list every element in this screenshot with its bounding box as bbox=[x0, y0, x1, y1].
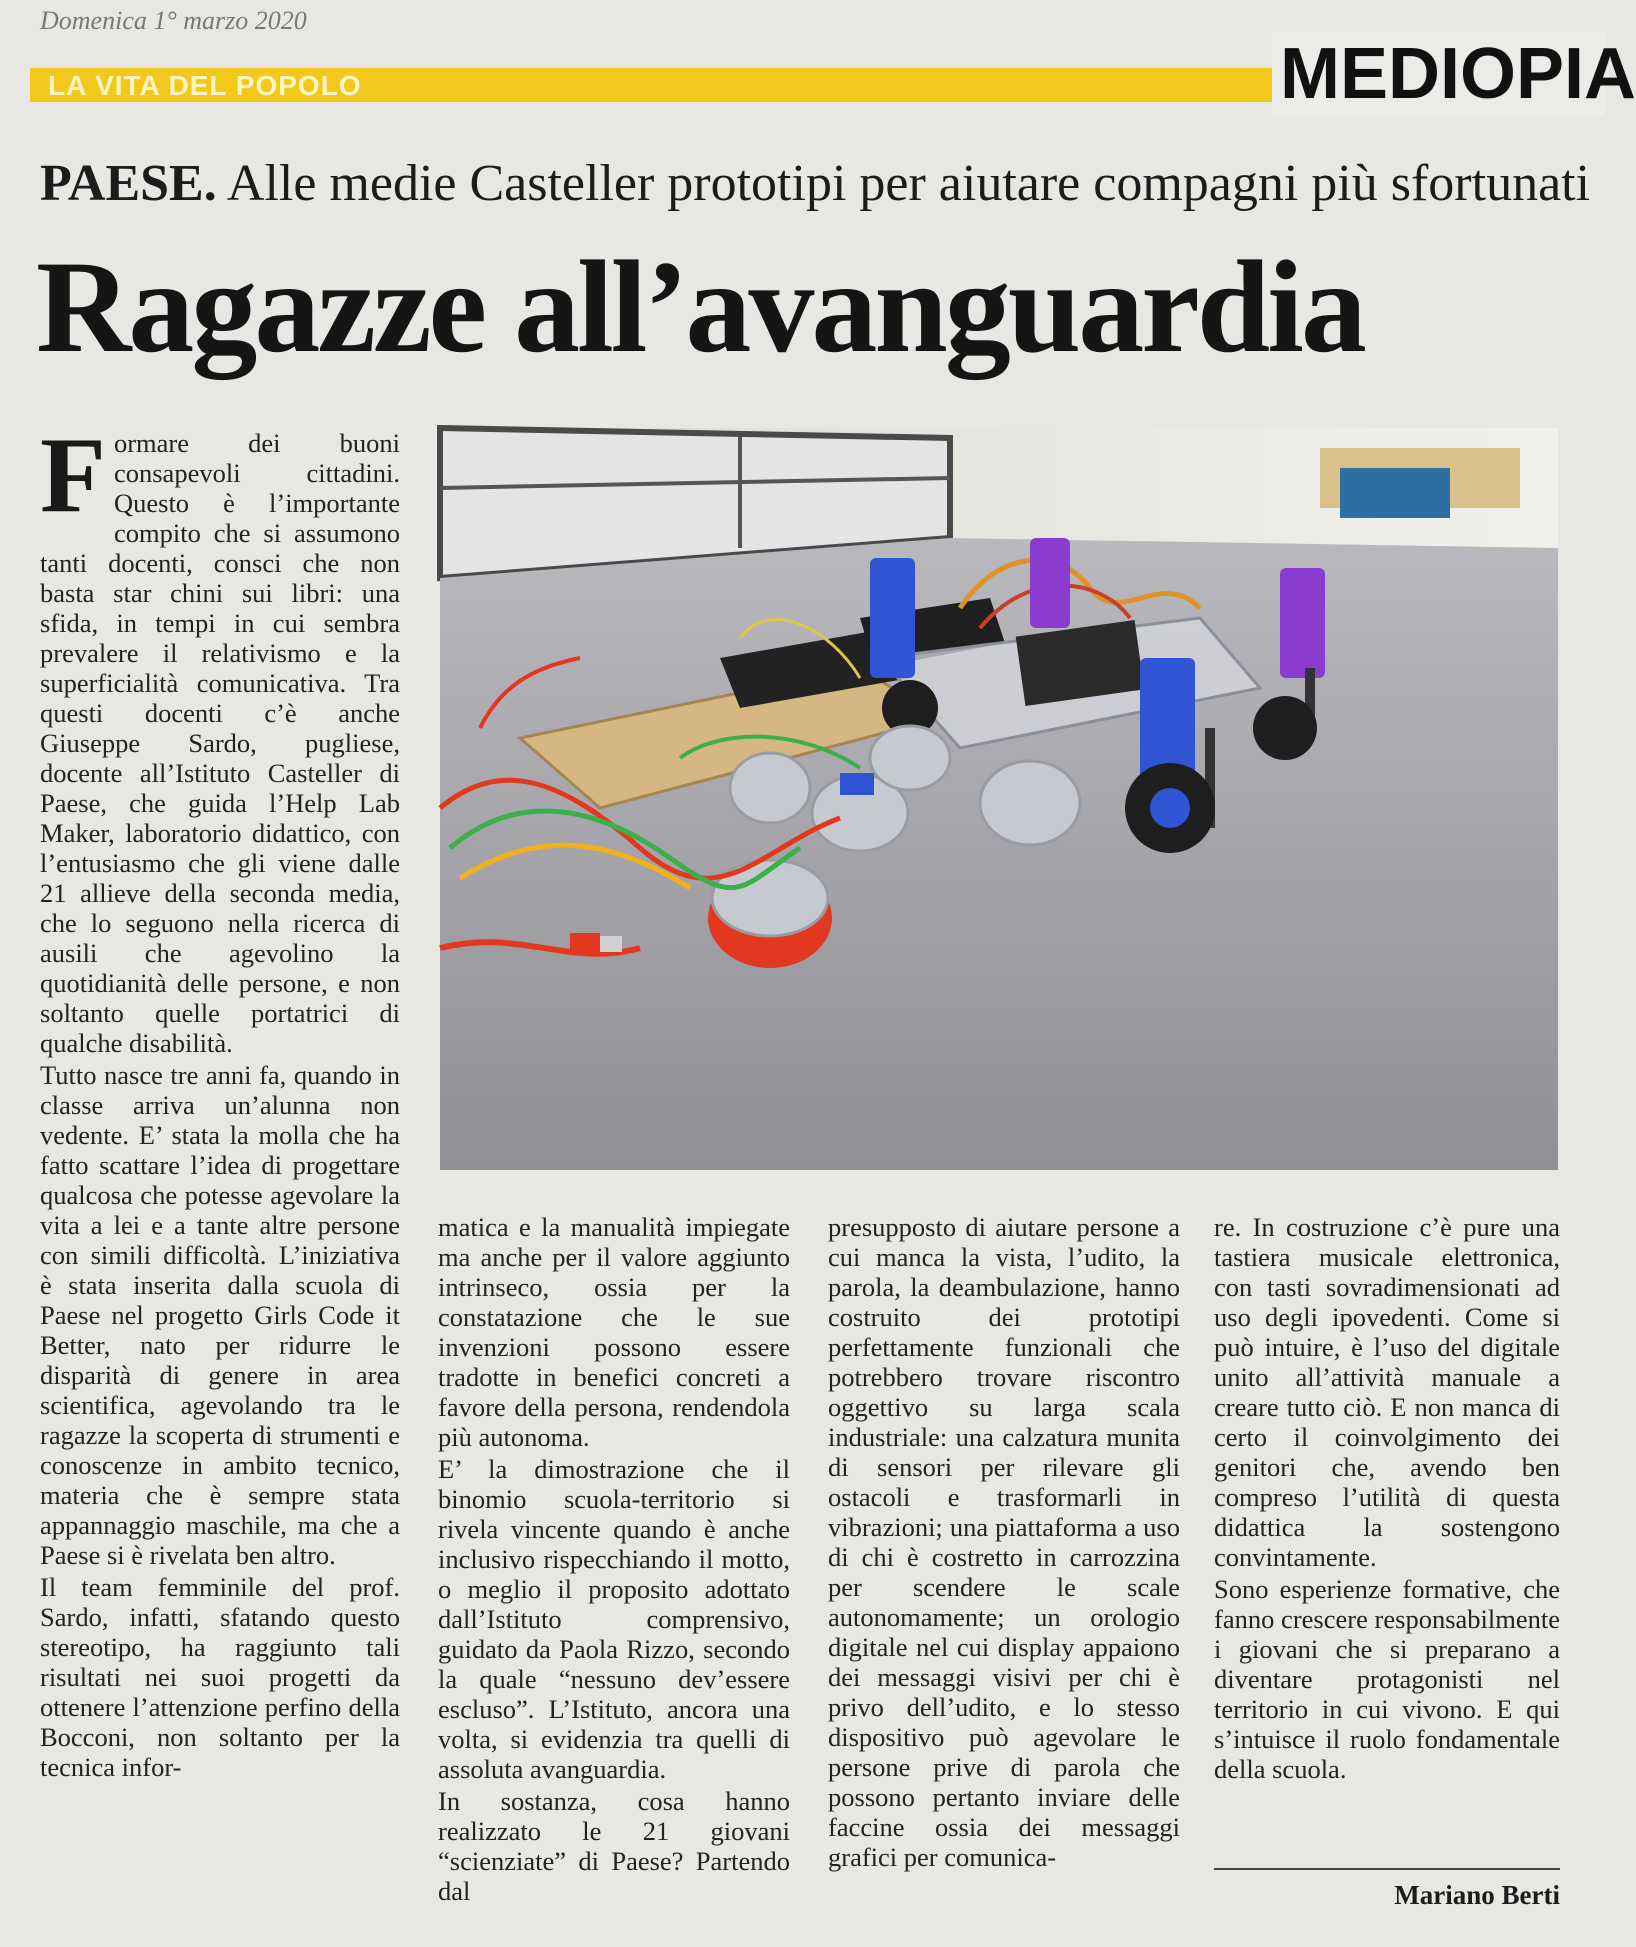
paragraph: In sostanza, cosa hanno realizzato le 21 giovani “scienziate” di Paese? Partendo dal bbox=[438, 1786, 790, 1906]
blue-clip bbox=[840, 773, 874, 795]
author-byline: Mariano Berti bbox=[1394, 1880, 1560, 1910]
purple-support bbox=[1280, 568, 1325, 678]
newspaper-name: LA VITA DEL POPOLO bbox=[48, 70, 362, 101]
paragraph: E’ la dimostrazione che il binomio scuola-territorio si rivela vincente quando è anche inclusivo rispecchiando il motto, o meglio il proposito adottato dall’Istituto comprensivo, guidato da Paola Rizzo, secondo la quale “nessuno dev’essere escluso”. L’Istituto, ancora una volta, si evidenzia tra quelli di assoluta avanguardia. bbox=[438, 1454, 790, 1784]
article-kicker bbox=[40, 152, 1591, 216]
paragraph: Tutto nasce tre anni fa, quando in classe arriva un’alunna non vedente. E’ stata la molla che ha fatto scattare l’idea di progettare qualcosa che potesse agevolare la vita a lei e a tante altre persone con simili difficoltà. L’iniziativa è stata inserita dalla scuola di Paese nel progetto Girls Code it Better, nato per ridurre le disparità di genere in area scientifica, agevolando tra le ragazze la scoperta di strumenti e conoscenze in ambito tecnico, materia che è sempre stata appannaggio maschile, ma che a Paese si è rivelata ben altro. bbox=[40, 1060, 400, 1570]
paragraph bbox=[40, 416, 400, 1058]
blue-support bbox=[870, 558, 915, 678]
robot-wheel bbox=[1150, 788, 1190, 828]
foil-sensor bbox=[980, 761, 1080, 845]
paragraph: presupposto di aiutare persone a cui manca la vista, l’udito, la parola, la deambulazione, hanno costruito dei prototipi perfettamente funzionali che potrebbero trovare riscontro oggettivo su larga scala industriale: una calzatura munita di sensori per rilevare gli ostacoli e trasformarli in vibrazioni; una piattaforma a uso di chi è costretto in carrozzina per scendere le scale autonomamente; un orologio digitale nel cui display appaiono dei messaggi visivi per chi è privo dell’udito, e lo stesso dispositivo può agevolare le persone prive di parola che possono pertanto inviare delle faccine ossia dei messaggi grafici per comunica- bbox=[828, 1212, 1180, 1872]
paragraph: re. In costruzione c’è pure una tastiera musicale elettronica, con tasti sovradimensionati ad uso degli ipovedenti. Come si può intuire, è l’uso del digitale unito all’attività manuale a creare tutto ciò. E non manca di certo il coinvolgimento dei genitori che, avendo ben compreso l’utilità di questa didattica la sostengono convintamente. bbox=[1214, 1212, 1560, 1572]
paragraph-text: ormare dei buoni consapevoli cittadini. Questo è l’importante compito che si assumono tanti docenti, consci che non basta star chini sui libri: una sfida, in tempi in cui sembra prevalere il relativismo e la superficialità comunicativa. Tra questi docenti c’è anche Giuseppe Sardo, pugliese, docente all’Istituto Casteller di Paese, che guida l’Help Lab Maker, laboratorio didattico, con l’entusiasmo che gli viene dalle 21 allieve della seconda media, che lo seguono nella ricerca di ausili che agevolino la quotidianità delle persone, e non soltanto quelle portatrici di qualche disabilità. bbox=[40, 428, 400, 1058]
robot-wheel bbox=[1253, 696, 1317, 760]
article-headline: Ragazze all’avanguardia bbox=[36, 233, 1364, 380]
section-title: MEDIOPIA bbox=[1272, 32, 1605, 116]
article-column-4 bbox=[1214, 1212, 1560, 1784]
article-column-2 bbox=[438, 1212, 790, 1906]
foil-sensor bbox=[870, 726, 950, 790]
byline-rule bbox=[1214, 1868, 1560, 1870]
article-photo bbox=[440, 428, 1558, 1170]
kicker-text: Alle medie Casteller prototipi per aiutare compagni più sfortunati bbox=[226, 155, 1591, 212]
paragraph: Sono esperienze formative, che fanno crescere responsabilmente i giovani che si preparano a diventare protagonisti nel territorio in cui vivono. E qui s’intuisce il ruolo fondamentale della scuola. bbox=[1214, 1574, 1560, 1784]
robot-prototype-photo bbox=[440, 428, 1558, 1170]
issue-date: Domenica 1° marzo 2020 bbox=[40, 6, 307, 35]
paragraph: Il team femminile del prof. Sardo, infatti, sfatando questo stereotipo, ha raggiunto tali risultati nei suoi progetti da ottenere l’attenzione perfino della Bocconi, non soltanto per la tecnica infor- bbox=[40, 1572, 400, 1782]
purple-support bbox=[1030, 538, 1070, 628]
usb-plug bbox=[570, 933, 600, 955]
paragraph: matica e la manualità impiegate ma anche per il valore aggiunto intrinseco, ossia per la constatazione che le sue invenzioni possono essere tradotte in benefici concreti a favore della persona, rendendola più autonoma. bbox=[438, 1212, 790, 1452]
article-column-3 bbox=[828, 1212, 1180, 1872]
article-column-1 bbox=[40, 416, 400, 1782]
kicker-location: PAESE. bbox=[40, 155, 217, 212]
foil-sensor bbox=[730, 753, 810, 823]
drop-cap: F bbox=[40, 416, 106, 535]
blue-box bbox=[1340, 468, 1450, 518]
usb-plug bbox=[600, 936, 622, 952]
